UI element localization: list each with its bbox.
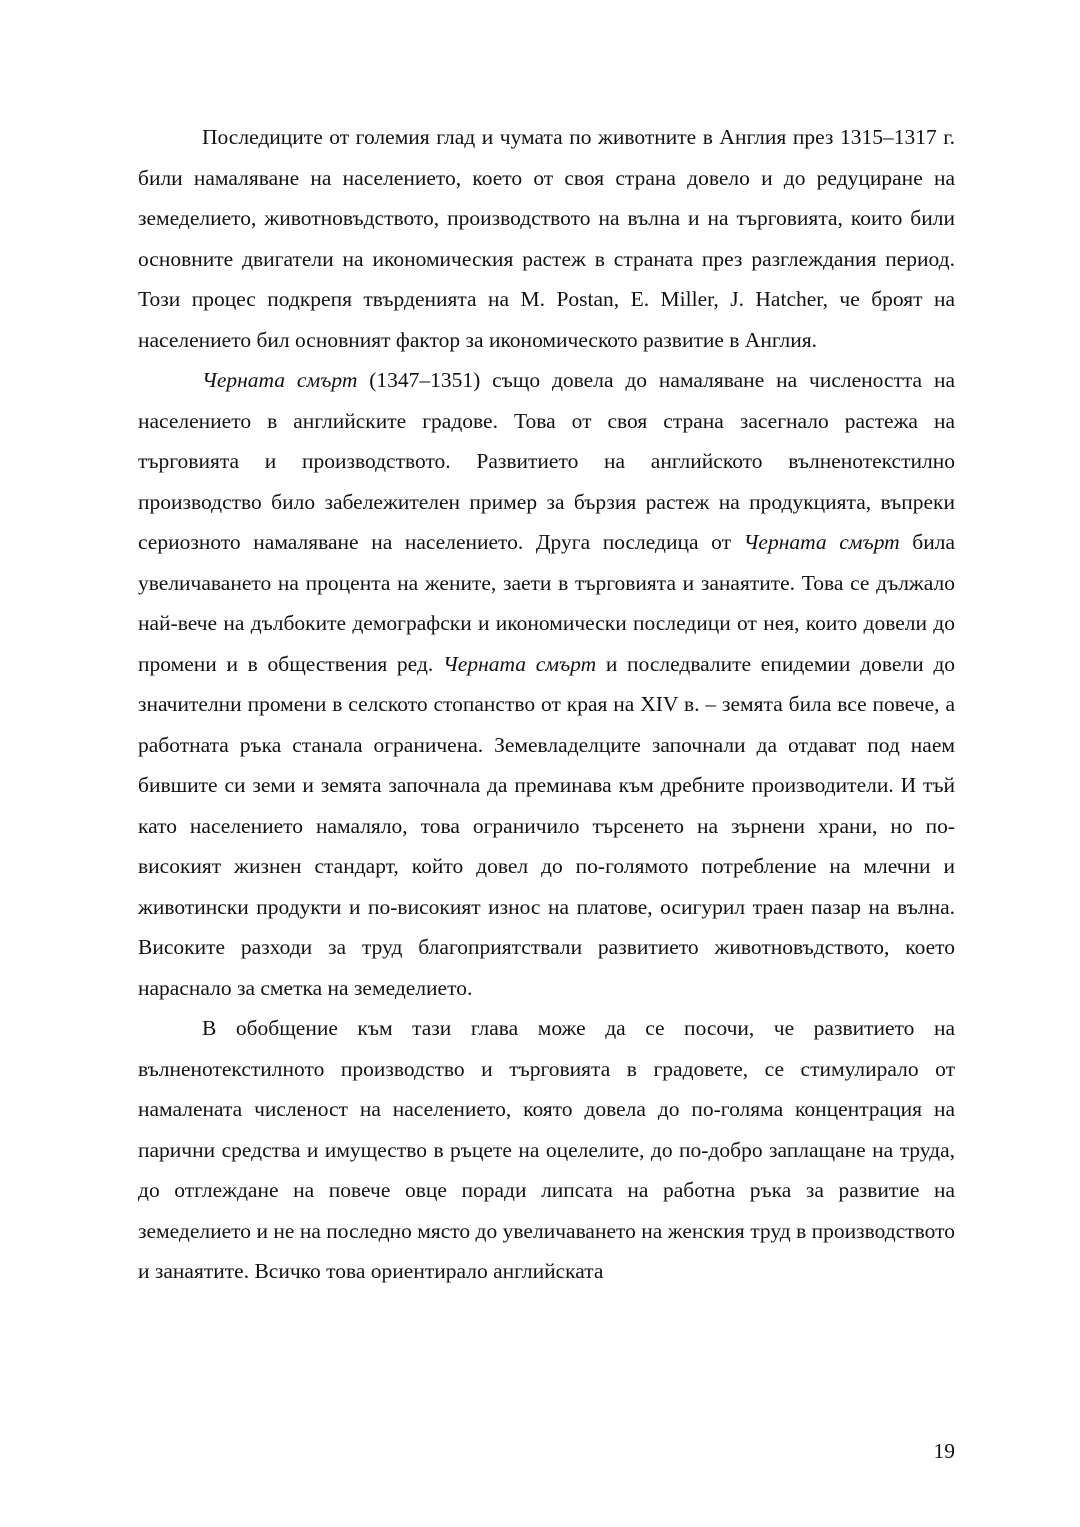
italic-term-black-death: Черната смърт — [743, 530, 900, 554]
paragraph-2-text-segment: била увеличаването на процента на жените, заети в търговията и занаятите. Това се дължало най-вече на дълбоките демографски и икономически последици от нея, които довели до промени и в обществения ред. — [138, 530, 955, 676]
italic-term-black-death: Черната смърт — [202, 368, 358, 392]
page-number: 19 — [933, 1439, 955, 1463]
paragraph-2-text-segment: (1347–1351) също довела до намаляване на числеността на населението в английските градове. Това от своя страна засегнало растежа на търговията и производството. Развитието на английското вълненотекстилно производство било забележителен пример за бързия растеж на продукцията, въпреки сериозното намаляване на населението. Друга последица от — [138, 368, 955, 554]
italic-term-black-death: Черната смърт — [442, 651, 597, 676]
paragraph-3 — [138, 1008, 955, 1292]
paragraph-2-text-segment: и последвалите епидемии довели до значителни промени в селското стопанство от края на XIV в. – земята била все повече, а работната ръка станала ограничена. Земевладелците започнали да отдават под наем бившите си земи и земята започнала да преминава към дребните производители. И тъй като населението намаляло, това ограничило търсенето на зърнени храни, но по-високият жизнен стандарт, който довел до по-голямото потребление на млечни и животински продукти и по-високият износ на платове, осигурил траен пазар на вълна. Високите разходи за труд благоприятствали развитието животновъдството, което нараснало за сметка на земеделието. — [138, 651, 956, 1000]
paragraph-1-text: Последиците от големия глад и чумата по животните в Англия през 1315–1317 г. били намаляване на населението, което от своя страна довело и до редуциране на земеделието, животновъдството, производството на вълна и на търговията, които били основните двигатели на икономическия растеж в страната през разглеждания период. Този процес подкрепя твърденията на M. Postan, E. Miller, J. Hatcher, че броят на населението бил основният фактор за икономическото развитие в Англия. — [138, 125, 955, 352]
paragraph-2 — [138, 360, 955, 1008]
paragraph-1 — [138, 117, 955, 360]
body-text — [138, 117, 955, 1292]
paragraph-3-text: В обобщение към тази глава може да се посочи, че развитието на вълненотекстилното производство и търговията в градовете, се стимулирало от намалената численост на населението, която довела до по-голяма концентрация на парични средства и имущество в ръцете на оцелелите, до по-добро заплащане на труда, до отглеждане на повече овце поради липсата на работна ръка за развитие на земеделието и не на последно място до увеличаването на женския труд в производството и занаятите. Всичко това ориентирало английската — [138, 1016, 955, 1283]
